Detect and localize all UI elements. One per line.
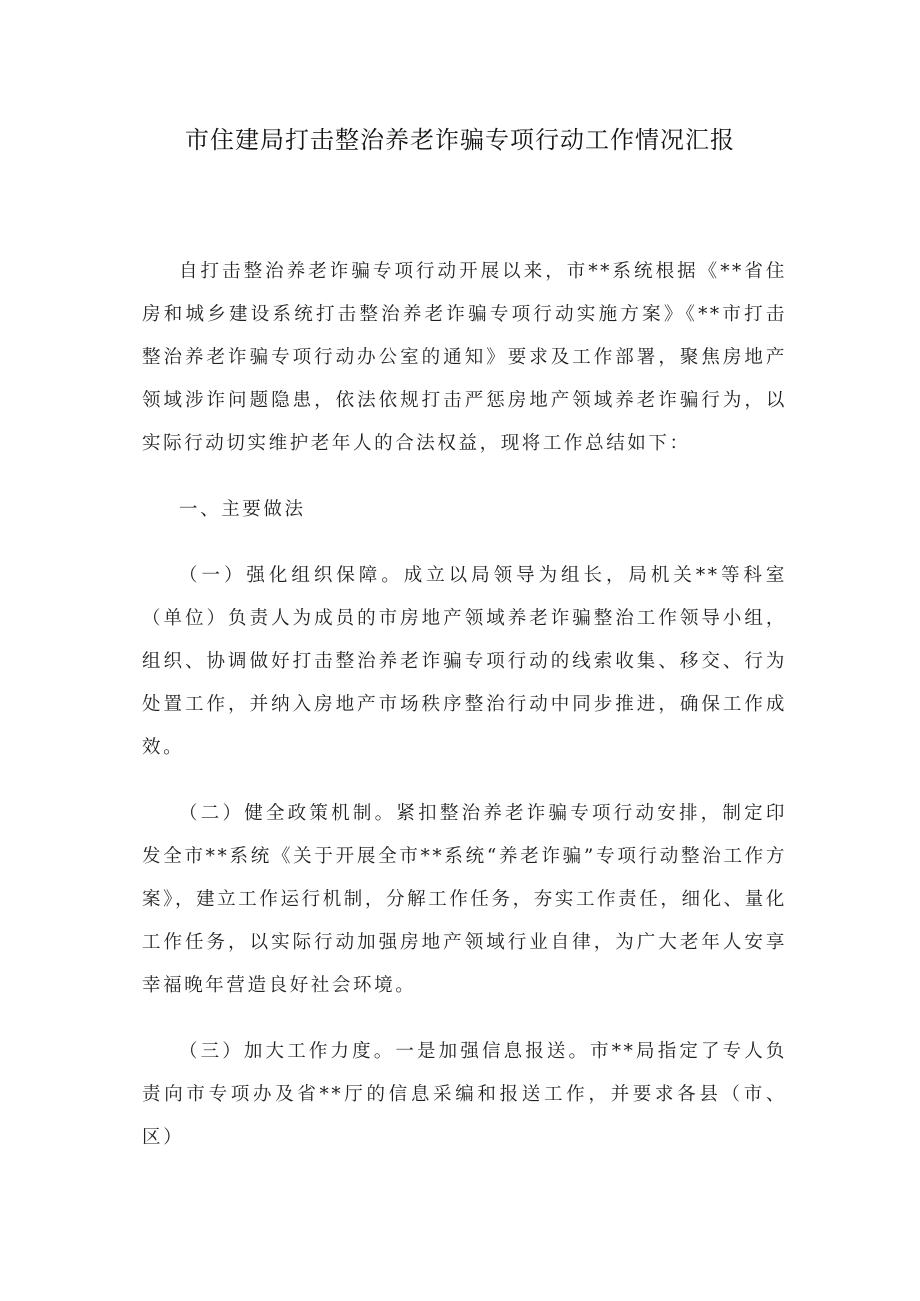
section-heading-main-practices: 一、主要做法 — [179, 499, 306, 520]
intro-paragraph: 自打击整治养老诈骗专项行动开展以来，市**系统根据《**省住房和城乡建设系统打击整治养老诈骗专项行动实施方案》《**市打击整治养老诈骗专项行动办公室的通知》要求及工作部署，聚焦房地产领域涉诈问题隐患，依法依规打击严惩房地产领域养老诈骗行为，以实际行动切实维护老年人的合法权益，现将工作总结如下： — [142, 261, 787, 454]
document-body — [142, 250, 787, 1159]
paragraph-work-intensity: （三）加大工作力度。一是加强信息报送。市**局指定了专人负责向市专项办及省**厅的信息采编和报送工作，并要求各县（市、区） — [142, 1041, 787, 1148]
paragraph-organization-guarantee: （一）强化组织保障。成立以局领导为组长，局机关**等科室（单位）负责人为成员的市房地产领域养老诈骗整治工作领导小组，组织、协调做好打击整治养老诈骗专项行动的线索收集、移交、行为处置工作，并纳入房地产市场秩序整治行动中同步推进，确保工作成效。 — [142, 565, 787, 758]
paragraph-policy-mechanism: （二）健全政策机制。紧扣整治养老诈骗专项行动安排，制定印发全市**系统《关于开展全市**系统“养老诈骗”专项行动整治工作方案》，建立工作运行机制，分解工作任务，夯实工作责任，细化、量化工作任务，以实际行动加强房地产领域行业自律，为广大老年人安享幸福晚年营造良好社会环境。 — [142, 803, 787, 996]
document-title: 市住建局打击整治养老诈骗专项行动工作情况汇报 — [185, 126, 735, 154]
